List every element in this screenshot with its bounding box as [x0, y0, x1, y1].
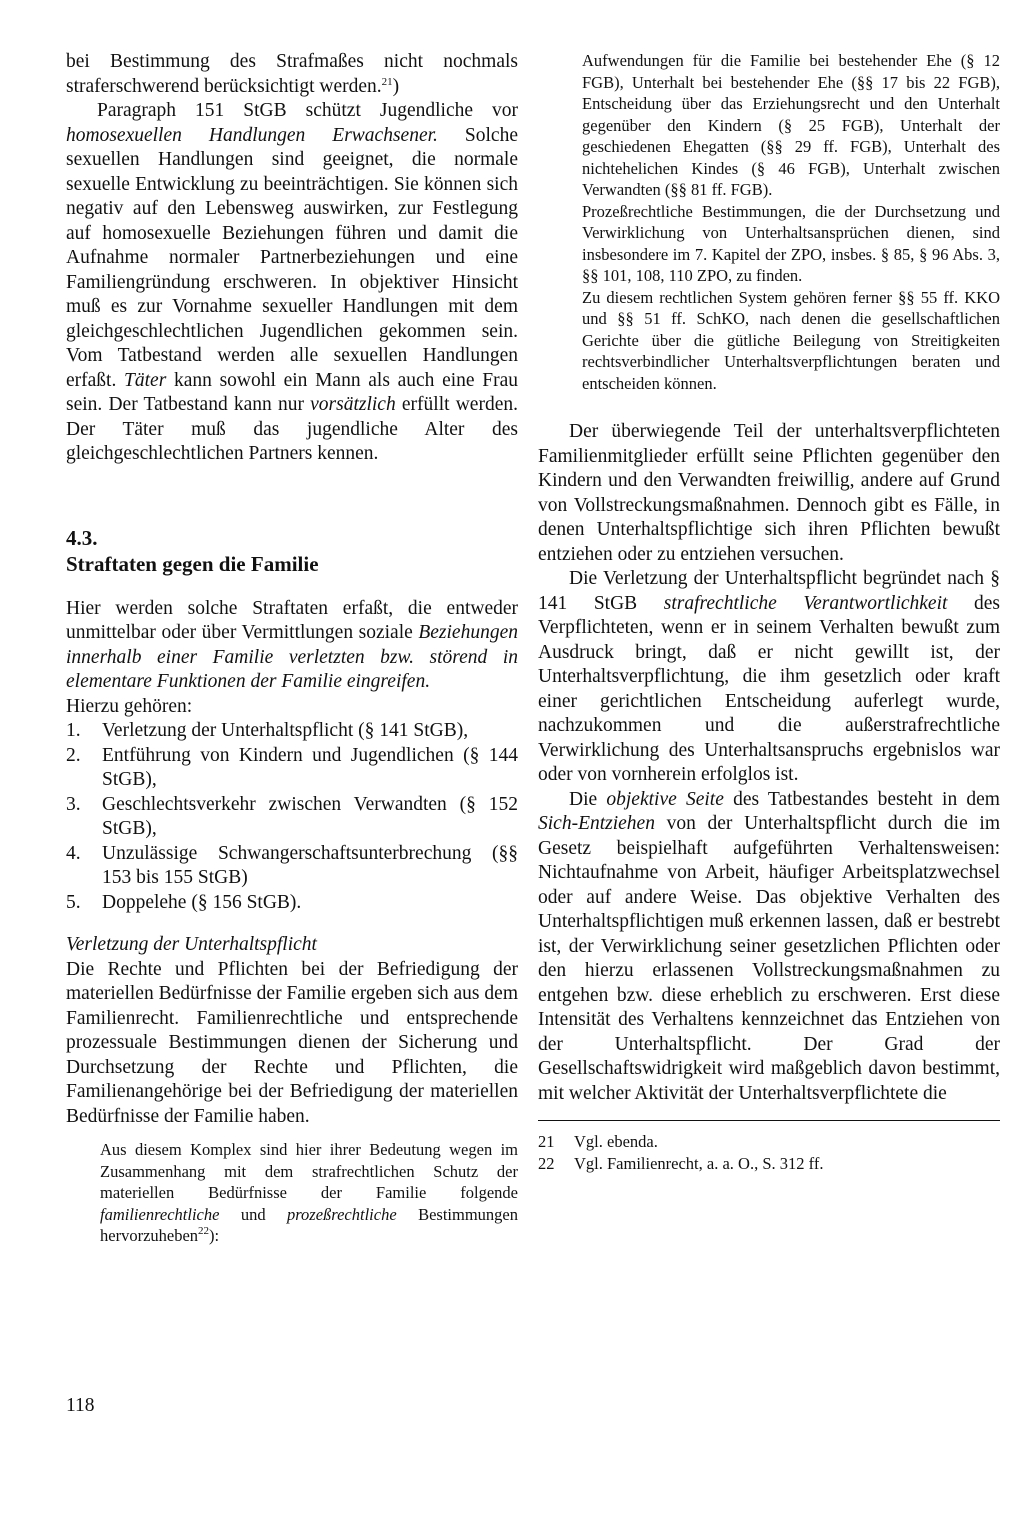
small-paragraph: Prozeßrechtliche Bestimmungen, die der Durchsetzung und Verwirklichung von Unterhaltsansprüchen dienen, sind insbesondere im 7. Kapitel der ZPO, insbes. § 85, § 96 Abs. 3, §§ 101, 108, 110 ZPO, zu finden.: [582, 201, 1000, 285]
emphasis: homosexuellen Handlungen Erwachsener.: [66, 124, 438, 146]
section-heading: [66, 525, 518, 577]
small-block: [582, 50, 1000, 394]
footnote: [538, 1131, 1000, 1153]
paragraph: [66, 99, 518, 467]
small-paragraph: Zu diesem rechtlichen System gehören ferner §§ 55 ff. KKO und §§ 51 ff. SchKO, nach denen die gesellschaftlichen Gerichte über die gütliche Beilegung von Streitigkeiten rechtsverbindlicher Unterhaltsverpflichtungen beraten und entscheiden können.: [582, 287, 1000, 393]
list-item: [66, 891, 518, 916]
offense-list: [66, 719, 518, 915]
section-title: Straftaten gegen die Familie: [66, 551, 319, 576]
list-number: 2.: [66, 744, 81, 766]
emphasis: familienrechtliche: [100, 1204, 220, 1224]
page-number: 118: [66, 1395, 95, 1416]
left-column: [66, 50, 518, 1247]
text: Hier werden solche Straftaten erfaßt, die entweder unmittelbar oder über Vermittlungen soziale: [66, 597, 518, 643]
paragraph: [538, 788, 1000, 1107]
list-number: 3.: [66, 793, 81, 815]
emphasis: strafrechtliche Verantwortlichkeit: [663, 592, 948, 614]
list-item: [66, 719, 518, 744]
right-column: [538, 50, 1000, 1175]
paragraph: [66, 50, 518, 99]
list-item: [66, 793, 518, 842]
list-number: 4.: [66, 842, 81, 864]
emphasis: vorsätzlich: [310, 394, 396, 415]
text: ):: [209, 1226, 220, 1245]
footnote-ref: 21: [381, 75, 393, 88]
text: und: [219, 1204, 287, 1224]
list-text: Geschlechtsverkehr zwischen Verwandten (§ 152 StGB),: [102, 793, 518, 839]
list-text: Entführung von Kindern und Jugendlichen (§ 144 StGB),: [102, 744, 518, 790]
subheading: Verletzung der Unterhaltspflicht: [66, 934, 317, 955]
text: von der Unterhaltspflicht durch die im Gesetz beispielhaft aufgeführten Verhaltensweisen: Nichtaufnahme von Arbeit, häufiger Arbeitsplatzwechsel oder auf andere Weise. Das objektive Verhalten des Unterhaltspflichtigen muß erkennen lassen, daß er bestrebt ist, der Verwirklichung seiner gesetzlichen Pflichten oder den hierzu erlassenen Vollstreckungsmaßnahmen zu entgehen bzw. diese erheblich zu erschweren. Erst diese Intensität des Verhaltens kennzeichnet das Entziehen von der Unterhaltspflicht. Der Grad der Gesellschaftswidrigkeit wird maßgeblich davon bestimmt, mit welcher Aktivität der Unterhaltsverpflichtete die: [538, 813, 1000, 1104]
footnote-ref: 22: [198, 1225, 210, 1237]
text: erfüllt werden. Der Täter muß das jugendliche Alter des gleichgeschlechtlichen Partners kennen.: [66, 394, 518, 464]
paragraph: [538, 567, 1000, 788]
footnotes: [538, 1131, 1000, 1175]
footnote-text: Vgl. ebenda.: [574, 1132, 658, 1151]
paragraph: Der überwiegende Teil der unterhaltsverpflichteten Familienmitglieder erfüllt seine Pflichten gegenüber den Kindern und den Verwandten freiwillig, andere auf Grund von Vollstreckungsmaßnahmen. Dennoch gibt es Fälle, in denen Unterhaltspflichtige sich ihren Pflichten bewußt entziehen oder zu entziehen versuchen.: [538, 421, 1000, 565]
text: Bestimmungen hervorzuheben: [100, 1204, 518, 1245]
section-number: 4.3.: [66, 525, 98, 550]
list-item: [66, 842, 518, 891]
footnote: [538, 1153, 1000, 1175]
paragraph: Die Rechte und Pflichten bei der Befriedigung der materiellen Bedürfnisse der Familie ergeben sich aus dem Familienrecht. Familienrechtliche und entsprechende prozessuale Bestimmungen dienen der Sicherung und Durchsetzung der Rechte und Pflichten, die Familienangehörige bei der Befriedigung der materiellen Bedürfnisse der Familie haben.: [66, 958, 518, 1127]
text: ): [392, 75, 400, 97]
emphasis: objektive Seite: [606, 788, 724, 810]
text: bei Bestimmung des Strafmaßes nicht nochmals straferschwerend berücksichtigt werden.: [66, 51, 518, 97]
text: Paragraph 151 StGB schützt Jugendliche vor: [97, 100, 518, 121]
small-paragraph: [100, 1139, 518, 1247]
list-intro: Hierzu gehören:: [66, 695, 193, 717]
list-item: [66, 744, 518, 793]
footnote-number: 22: [538, 1154, 555, 1173]
text: kann sowohl ein Mann als auch eine Frau sein. Der Tatbestand kann nur: [66, 369, 518, 415]
list-text: Doppelehe (§ 156 StGB).: [102, 891, 302, 913]
list-number: 5.: [66, 891, 81, 913]
small-paragraph: Aufwendungen für die Familie bei bestehender Ehe (§ 12 FGB), Unterhalt bei bestehender Ehe (§§ 17 bis 22 FGB), Entscheidung über das Erziehungsrecht und den Unterhalt gegenüber den Kindern (§ 25 FGB), Unterhalt der geschiedenen Ehegatten (§§ 29 ff. FGB), Unterhalt des nichtehelichen Kindes (§ 46 FGB), Unterhalt zwischen Verwandten (§§ 81 ff. FGB).: [582, 51, 1000, 199]
text: des Verpflichteten, wenn er in seinem Verhalten bewußt zum Ausdruck bringt, daß er nicht gewillt ist, der Unterhaltsverpflichtung, die ihm gesetzlich oder kraft einer gerichtlichen Entscheidung auferlegt wurde, nachzukommen und die außerstrafrechtliche Verwirklichung des Unterhaltsanspruchs ergebnislos war oder von vornherein erfolglos ist.: [538, 592, 1000, 785]
paragraph: [66, 597, 518, 695]
footnote-number: 21: [538, 1132, 555, 1151]
emphasis: Täter: [124, 369, 167, 391]
text: Solche sexuellen Handlungen sind geeignet, die normale sexuelle Entwicklung zu beeinträchtigen. Sie können sich negativ auf den Lebensweg auswirken, zur Festlegung auf homosexuelle Beziehungen führen und damit die Aufnahme normaler Partnerbeziehungen und eine Familiengründung erschweren. In objektiver Hinsicht muß es zur Vornahme sexueller Handlungen mit dem gleichgeschlechtlichen Jugendlichen gekommen sein. Vom Tatbestand werden alle sexuellen Handlungen erfaßt.: [66, 124, 518, 391]
list-text: Verletzung der Unterhaltspflicht (§ 141 StGB),: [102, 720, 469, 741]
emphasis: Sich-Entziehen: [538, 813, 655, 834]
footnote-divider: [538, 1120, 1000, 1121]
text: des Tatbestandes besteht in dem: [723, 788, 1000, 810]
footnote-text: Vgl. Familienrecht, a. a. O., S. 312 ff.: [574, 1154, 824, 1173]
emphasis: Beziehungen innerhalb einer Familie verletzten bzw. störend in elementare Funktionen der Familie eingreifen.: [66, 622, 518, 692]
text: Die: [569, 788, 607, 810]
list-text: Unzulässige Schwangerschaftsunterbrechung (§§ 153 bis 155 StGB): [102, 842, 518, 888]
emphasis: prozeßrechtliche: [287, 1204, 397, 1224]
text: Die Verletzung der Unterhaltspflicht begründet nach § 141 StGB: [538, 568, 1000, 614]
list-number: 1.: [66, 720, 81, 741]
text: Aus diesem Komplex sind hier ihrer Bedeutung wegen im Zusammenhang mit dem strafrechtlichen Schutz der materiellen Bedürfnisse der Familie folgende: [100, 1140, 518, 1202]
